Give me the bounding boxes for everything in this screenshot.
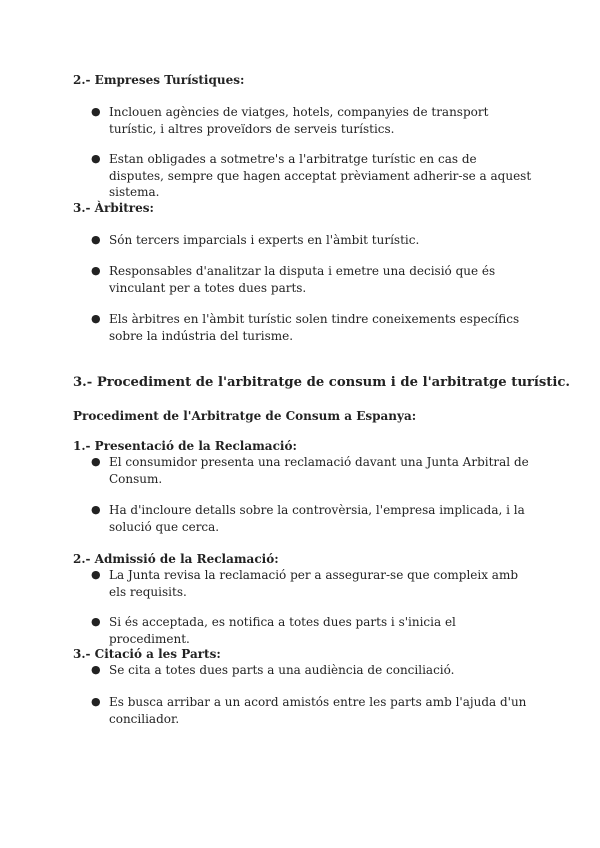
list-item: ● Inclouen agències de viatges, hotels, companyies de transport turístic, i altres proveïdors de serveis turístics. (91, 105, 489, 136)
bullet-icon: ● (91, 152, 101, 165)
list-item: ● Ha d'incloure detalls sobre la controvèrsia, l'empresa implicada, i la solució que cerca. (91, 503, 525, 534)
heading-arbitres: 3.- Àrbitres: (73, 201, 154, 215)
bullet-icon: ● (91, 615, 101, 628)
bullet-icon: ● (91, 312, 101, 325)
list-item: ● Els àrbitres en l'àmbit turístic solen tindre coneixements específics sobre la indústria del turisme. (91, 312, 520, 343)
heading-empreses: 2.- Empreses Turístiques: (73, 73, 245, 87)
bullet-icon: ● (91, 695, 101, 708)
subheading-procediment-consum: Procediment de l'Arbitratge de Consum a Espanya: (73, 409, 417, 423)
bullet-icon: ● (91, 264, 101, 277)
bullet-icon: ● (91, 233, 101, 246)
bullet-icon: ● (91, 105, 101, 118)
bullet-icon: ● (91, 663, 101, 676)
heading-presentacio: 1.- Presentació de la Reclamació: (73, 439, 297, 453)
list-item: ● Responsables d'analitzar la disputa i emetre una decisió que és vinculant per a totes dues parts. (91, 264, 496, 295)
heading-citacio: 3.- Citació a les Parts: (73, 647, 221, 661)
list-item: ● Si és acceptada, es notifica a totes dues parts i s'inicia el procediment. (91, 615, 456, 646)
bullet-icon: ● (91, 568, 101, 581)
heading-admissio: 2.- Admissió de la Reclamació: (73, 552, 279, 566)
list-item: ● Es busca arribar a un acord amistós entre les parts amb l'ajuda d'un conciliador. (91, 695, 527, 726)
heading-procediment: 3.- Procediment de l'arbitratge de consum i de l'arbitratge turístic. (73, 375, 571, 390)
list-item: ● El consumidor presenta una reclamació davant una Junta Arbitral de Consum. (91, 455, 529, 486)
list-item: ● Són tercers imparcials i experts en l'àmbit turístic. (91, 233, 420, 247)
bullet-icon: ● (91, 455, 101, 468)
list-item: ● La Junta revisa la reclamació per a assegurar-se que compleix amb els requisits. (91, 568, 519, 599)
list-item: ● Se cita a totes dues parts a una audiència de conciliació. (91, 663, 455, 677)
list-item: ● Estan obligades a sotmetre's a l'arbitratge turístic en cas de disputes, sempre que hagen acceptat prèviament adherir-se a aquest sistema. (91, 152, 532, 199)
bullet-icon: ● (91, 503, 101, 516)
